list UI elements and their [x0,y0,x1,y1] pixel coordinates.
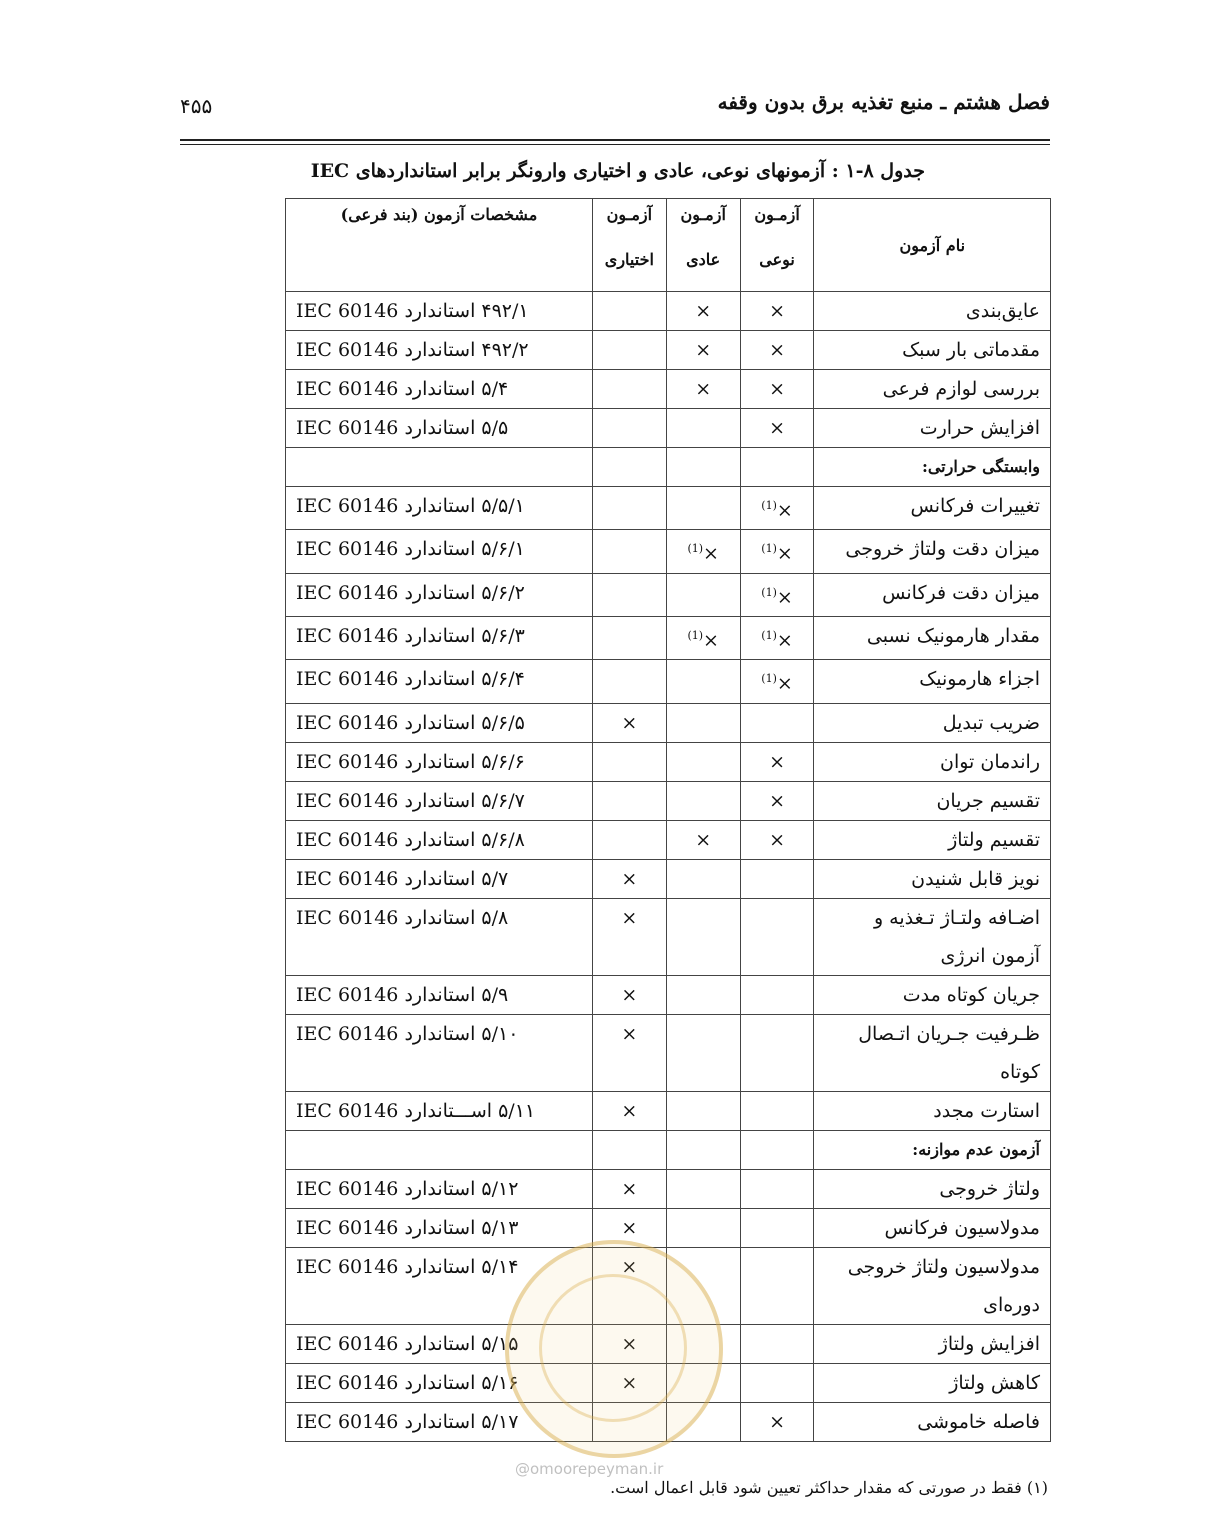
header-name-label: نام آزمون [899,235,966,255]
test-name: کاهش ولتاژ [814,1363,1051,1402]
test-spec: ۵/۵ استاندارد IEC 60146 [286,409,593,448]
test-spec: ۵/۷ استاندارد IEC 60146 [286,859,593,898]
mark-optional [592,1130,666,1169]
test-spec: ۵/۶/۷ استاندارد IEC 60146 [286,781,593,820]
header-type-top: آزمـون [754,205,800,224]
mark-type [740,370,814,409]
header-type-bottom: نوعی [759,250,795,269]
header-optional-bottom: اختیاری [604,250,654,269]
test-spec: ۵/۱۰ استاندارد IEC 60146 [286,1014,593,1091]
test-spec: ۵/۱۲ استاندارد IEC 60146 [286,1169,593,1208]
test-name: نویز قابل شنیدن [814,859,1051,898]
mark-type [740,409,814,448]
mark-type-symbol: × [769,828,785,851]
mark-routine-footnote-ref: (1) [687,628,704,642]
mark-type [740,1324,814,1363]
test-spec: ۵/۶/۸ استاندارد IEC 60146 [286,820,593,859]
test-spec: ۵/۱۵ استاندارد IEC 60146 [286,1324,593,1363]
mark-routine [666,370,740,409]
table-caption: جدول ۸-۱ : آزمونهای نوعی، عادی و اختیاری وارونگر برابر استانداردهای IEC [310,160,925,182]
header-optional-top: آزمـون [606,205,653,224]
mark-optional [592,742,666,781]
test-spec [286,1130,593,1169]
mark-type-footnote-ref: (1) [761,499,777,512]
table-row [286,660,1051,703]
test-spec: ۴۹۲/۱ استاندارد IEC 60146 [286,292,593,331]
mark-type-symbol: × [776,629,793,652]
test-name: استارت مجدد [814,1091,1051,1130]
mark-optional [592,859,666,898]
table-row [286,409,1051,448]
mark-type [740,616,814,659]
mark-routine [666,703,740,742]
mark-optional [592,781,666,820]
test-spec: ۵/۶/۴ استاندارد IEC 60146 [286,660,593,703]
mark-optional [592,573,666,616]
watermark-url: @omoorepeyman.ir [515,1460,664,1478]
test-name: اجزاء هارمونیک [814,660,1051,703]
table-row [286,573,1051,616]
mark-type [740,448,814,487]
table-row [286,703,1051,742]
mark-type [740,292,814,331]
test-spec: ۵/۶/۱ استاندارد IEC 60146 [286,530,593,573]
table-row [286,1091,1051,1130]
mark-type [740,820,814,859]
mark-optional [592,1169,666,1208]
test-spec: ۵/۱۷ استاندارد IEC 60146 [286,1402,593,1441]
table-row [286,898,1051,975]
mark-routine-symbol: × [703,629,719,652]
mark-routine [666,448,740,487]
mark-type-symbol: × [776,585,793,608]
mark-type-footnote-ref: (1) [761,672,777,686]
table-row [286,1169,1051,1208]
test-spec: ۵/۱۶ استاندارد IEC 60146 [286,1363,593,1402]
mark-routine [666,292,740,331]
mark-routine-symbol: × [703,542,719,565]
test-name: اضـافه ولتـاژ تـغذیه و آزمون انرژی [814,898,1051,975]
mark-optional-symbol: × [621,1022,638,1045]
mark-type [740,530,814,573]
test-name: بررسی لوازم فرعی [814,370,1051,409]
mark-type [740,703,814,742]
test-name: عایق‌بندی [814,292,1051,331]
header-routine-bottom: عادی [686,250,721,269]
section-label: آزمون عدم موازنه: [814,1130,1051,1169]
mark-type-symbol: × [769,417,785,439]
mark-optional [592,487,666,530]
footnote: (۱) فقط در صورتی که مقدار حداکثر تعیین شود قابل اعمال است. [610,1478,1048,1497]
mark-routine [666,530,740,573]
mark-type-footnote-ref: (1) [761,628,777,642]
mark-type [740,742,814,781]
test-name: جریان کوتاه مدت [814,975,1051,1014]
mark-optional-symbol: × [621,1332,638,1355]
table-row [286,370,1051,409]
mark-type [740,660,814,703]
mark-optional-symbol: × [621,1255,638,1278]
mark-optional [592,292,666,331]
table-row [286,292,1051,331]
mark-optional [592,820,666,859]
header-spec-label: مشخصات آزمون (بند فرعی) [340,205,538,224]
header-routine [666,199,740,292]
mark-type [740,898,814,975]
table-row [286,975,1051,1014]
test-name: تقسیم جریان [814,781,1051,820]
mark-type [740,573,814,616]
test-name: فاصله خاموشی [814,1402,1051,1441]
test-name: تقسیم ولتاژ [814,820,1051,859]
table-row [286,448,1051,487]
test-name: مدولاسیون فرکانس [814,1208,1051,1247]
test-spec: ۵/۶/۵ استاندارد IEC 60146 [286,703,593,742]
test-name: مقدار هارمونیک نسبی [814,616,1051,659]
test-spec: ۵/۹ استاندارد IEC 60146 [286,975,593,1014]
mark-optional [592,975,666,1014]
test-name: ظـرفیت جـریان اتـصال کوتاه [814,1014,1051,1091]
table-row [286,1014,1051,1091]
mark-type [740,781,814,820]
mark-routine-symbol: × [695,339,712,361]
mark-routine [666,859,740,898]
test-name: میزان دقت ولتاژ خروجی [814,530,1051,573]
mark-routine [666,331,740,370]
mark-optional-symbol: × [621,1177,638,1200]
mark-optional-symbol: × [621,1371,638,1394]
mark-type-footnote-ref: (1) [761,542,777,556]
table-row [286,530,1051,573]
mark-optional [592,1091,666,1130]
mark-optional-symbol: × [621,983,638,1006]
table-row [286,820,1051,859]
mark-routine-footnote-ref: (1) [687,542,704,556]
test-name: افزایش ولتاژ [814,1324,1051,1363]
mark-routine-symbol: × [695,378,712,400]
watermark-seal [505,1240,723,1458]
test-spec: ۵/۶/۳ استاندارد IEC 60146 [286,616,593,659]
table-row [286,781,1051,820]
mark-optional [592,1014,666,1091]
mark-type-symbol: × [769,1410,785,1433]
mark-type-symbol: × [769,789,785,812]
test-name: مدولاسیون ولتاژ خروجی دوره‌ای [814,1247,1051,1324]
section-label: وابستگی حرارتی: [814,448,1051,487]
table-row [286,331,1051,370]
test-name: افزایش حرارت [814,409,1051,448]
mark-type [740,859,814,898]
header-name [814,199,1051,292]
table-row [286,859,1051,898]
mark-optional-symbol: × [621,906,638,929]
table-row [286,1208,1051,1247]
mark-type-symbol: × [769,750,785,773]
mark-routine [666,975,740,1014]
mark-optional [592,370,666,409]
test-name: مقدماتی بار سبک [814,331,1051,370]
mark-routine [666,573,740,616]
mark-routine [666,742,740,781]
table-row [286,616,1051,659]
mark-routine [666,820,740,859]
mark-routine [666,781,740,820]
mark-routine [666,1091,740,1130]
test-name: راندمان توان [814,742,1051,781]
mark-type [740,487,814,530]
mark-optional [592,331,666,370]
mark-routine-symbol: × [695,828,712,851]
mark-optional-symbol: × [621,1099,638,1122]
mark-type [740,1247,814,1324]
mark-type-symbol: × [769,300,785,322]
table-row [286,487,1051,530]
test-name: ضریب تبدیل [814,703,1051,742]
header-spec [286,199,593,292]
mark-routine [666,660,740,703]
mark-optional [592,616,666,659]
test-spec: ۵/۶/۲ استاندارد IEC 60146 [286,573,593,616]
test-name: ولتاژ خروجی [814,1169,1051,1208]
test-spec: ۴۹۲/۲ استاندارد IEC 60146 [286,331,593,370]
mark-type [740,1169,814,1208]
mark-routine [666,409,740,448]
mark-type [740,1091,814,1130]
mark-optional [592,898,666,975]
header-type [740,199,814,292]
test-spec [286,448,593,487]
page-number: ۴۵۵ [180,94,213,118]
mark-routine [666,1208,740,1247]
test-name: تغییرات فرکانس [814,487,1051,530]
table-row [286,1130,1051,1169]
mark-type-symbol: × [776,672,793,695]
mark-routine [666,616,740,659]
table-row [286,742,1051,781]
test-spec: ۵/۱۱ اســـتاندارد IEC 60146 [286,1091,593,1130]
test-spec: ۵/۴ استاندارد IEC 60146 [286,370,593,409]
mark-optional [592,409,666,448]
test-spec: ۵/۱۴ استاندارد IEC 60146 [286,1247,593,1324]
mark-type-footnote-ref: (1) [761,585,777,599]
header-routine-top: آزمـون [680,205,726,224]
mark-optional [592,703,666,742]
mark-optional [592,448,666,487]
mark-type-symbol: × [769,339,785,361]
mark-type-symbol: × [776,542,793,565]
mark-routine [666,487,740,530]
mark-optional [592,530,666,573]
mark-routine [666,898,740,975]
header-rule [180,139,1050,145]
mark-optional-symbol: × [621,711,638,734]
test-spec: ۵/۸ استاندارد IEC 60146 [286,898,593,975]
chapter-title: فصل هشتم ـ منبع تغذیه برق بدون وقفه [717,90,1050,114]
mark-routine [666,1130,740,1169]
mark-routine-symbol: × [695,300,712,322]
mark-type [740,1014,814,1091]
test-name: میزان دقت فرکانس [814,573,1051,616]
watermark-seal-inner [539,1274,687,1422]
mark-type-symbol: × [776,499,793,522]
mark-type [740,1363,814,1402]
test-spec: ۵/۱۳ استاندارد IEC 60146 [286,1208,593,1247]
mark-optional [592,660,666,703]
mark-routine [666,1169,740,1208]
mark-type-symbol: × [769,378,785,400]
mark-type [740,1208,814,1247]
mark-type [740,1130,814,1169]
mark-optional-symbol: × [621,1216,638,1239]
mark-type [740,975,814,1014]
header-optional [592,199,666,292]
mark-routine [666,1014,740,1091]
mark-optional-symbol: × [621,867,638,890]
test-spec: ۵/۶/۶ استاندارد IEC 60146 [286,742,593,781]
mark-type [740,1402,814,1441]
test-spec: ۵/۵/۱ استاندارد IEC 60146 [286,487,593,530]
mark-type [740,331,814,370]
